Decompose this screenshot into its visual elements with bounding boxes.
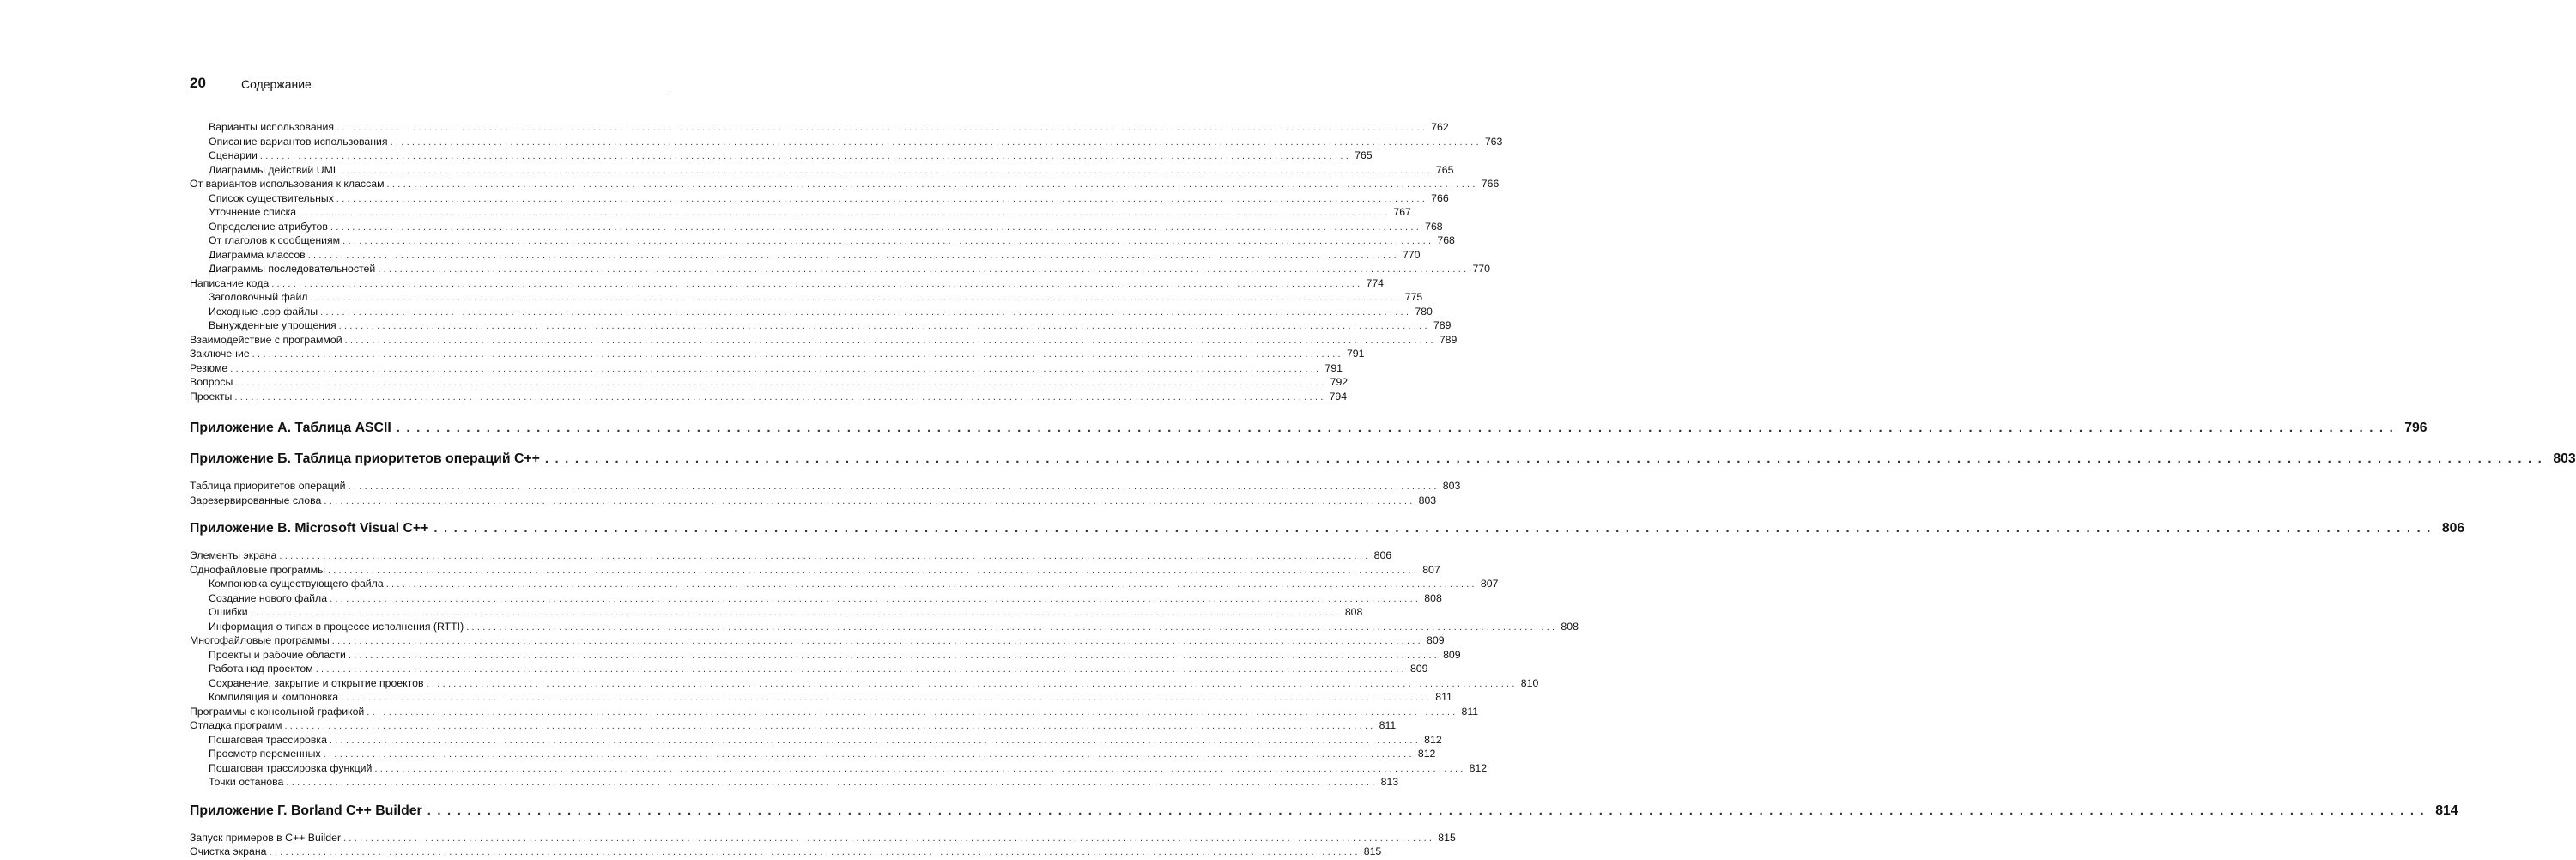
toc-subentry	[190, 747, 1436, 761]
toc-page-number: 789	[1433, 319, 1452, 331]
dot-leader: ........................................................................................................................................................................................................	[259, 151, 1352, 161]
dot-leader: ........................................................................................................................................................................................................	[252, 349, 1343, 360]
dot-leader: ........................................................................................................................................................................................................	[341, 693, 1433, 703]
dot-leader: ........................................................................................................................................................................................................	[343, 833, 1435, 844]
toc-label: Компиляция и компоновка	[209, 691, 339, 703]
toc-subentry	[190, 775, 1399, 790]
toc-subentry	[190, 205, 1411, 220]
toc-label: Взаимодействие с программой	[190, 333, 342, 346]
toc-label: Сохранение, закрытие и открытие проектов	[209, 676, 424, 689]
toc-label: Многофайловые программы	[190, 634, 330, 646]
toc-page-number: 796	[2404, 421, 2428, 435]
dot-leader: ........................................................................................................................................................................................................	[338, 321, 1430, 331]
toc-appendix-heading	[190, 450, 2576, 469]
toc-page-number: 803	[1442, 480, 1461, 492]
toc-page-number: 806	[2441, 521, 2465, 536]
toc-label: Элементы экрана	[190, 549, 277, 561]
toc-page-number: 811	[1379, 719, 1397, 731]
dot-leader: ........................................................................................................................................................................................................	[330, 221, 1422, 233]
toc-label: Варианты использования	[209, 121, 334, 133]
dot-leader: ........................................................................................................................................................................................................	[348, 650, 1440, 661]
toc-page-number: 803	[1418, 494, 1437, 506]
dot-leader: ........................................................................................................................................................................................................	[279, 551, 1371, 561]
toc-section	[190, 347, 1365, 361]
dot-leader: ........................................................................................................................................................................................................	[269, 847, 1361, 857]
toc-label: Сценарии	[209, 149, 258, 161]
dot-leader: ........................................................................................................................................................................................................	[342, 236, 1434, 246]
dot-leader: ........................................................................................................................................................................................................	[390, 136, 1482, 148]
toc-subentry	[190, 290, 1423, 305]
toc-label: Просмотр переменных	[209, 748, 321, 760]
toc-subentry	[190, 191, 1449, 206]
toc-label: Точки останова	[209, 776, 284, 788]
dot-leader: ........................................................................................................................................................................................................	[386, 179, 1478, 190]
toc-section	[190, 705, 1479, 719]
dot-leader: ........................................................................................................................................................................................................	[433, 521, 2437, 536]
toc-label: От вариантов использования к классам	[190, 178, 385, 190]
toc-page-number: 792	[1330, 376, 1349, 388]
toc-label: Компоновка существующего файла	[209, 578, 384, 590]
dot-leader: ........................................................................................................................................................................................................	[374, 763, 1466, 774]
toc-page-number: 770	[1472, 263, 1490, 275]
toc-page-number: 806	[1373, 549, 1392, 561]
running-header	[190, 75, 667, 92]
toc-label: Программы с консольной графикой	[190, 705, 365, 718]
toc-section	[190, 548, 1392, 563]
toc-label: Диаграммы действий UML	[209, 163, 339, 176]
toc-subentry	[190, 577, 1499, 591]
toc-page-number: 811	[1435, 691, 1452, 703]
dot-leader: ........................................................................................................................................................................................................	[234, 391, 1326, 403]
toc-subentry	[190, 318, 1452, 333]
toc-page-number: 794	[1329, 390, 1348, 403]
toc-label: Приложение Г. Borland C++ Builder	[190, 802, 422, 818]
dot-leader: ........................................................................................................................................................................................................	[307, 250, 1399, 261]
dot-leader: ........................................................................................................................................................................................................	[331, 636, 1424, 646]
toc-label: Написание кода	[190, 276, 270, 289]
toc-label: Диаграммы последовательностей	[209, 263, 376, 275]
dot-leader: ........................................................................................................................................................................................................	[235, 378, 1327, 388]
toc-page-number: 808	[1561, 620, 1579, 633]
dot-leader: ........................................................................................................................................................................................................	[271, 278, 1363, 289]
toc-label: Информация о типах в процессе исполнения (RTTI)	[209, 620, 464, 633]
toc-page-number: 770	[1402, 248, 1421, 261]
toc-label: Диаграмма классов	[209, 248, 306, 261]
toc-label: Однофайловые программы	[190, 563, 325, 576]
toc-section	[190, 845, 1382, 859]
dot-leader: ........................................................................................................................................................................................................	[315, 664, 1407, 675]
toc-page-number: 762	[1431, 121, 1449, 133]
toc-page-number: 768	[1437, 234, 1455, 246]
toc-section	[190, 479, 1461, 494]
toc-subentry	[190, 761, 1488, 776]
toc-page-number: 808	[1344, 606, 1363, 618]
dot-leader: ........................................................................................................................................................................................................	[250, 608, 1342, 618]
toc-label: Резюме	[190, 361, 228, 374]
toc-section	[190, 494, 1437, 508]
toc-subentry	[190, 248, 1421, 263]
dot-leader: ........................................................................................................................................................................................................	[378, 264, 1470, 275]
dot-leader: ........................................................................................................................................................................................................	[299, 208, 1391, 218]
dot-leader: ........................................................................................................................................................................................................	[427, 802, 2431, 818]
page-number: 20	[190, 75, 206, 91]
toc-label: Определение атрибутов	[209, 220, 328, 233]
toc-section	[190, 831, 1456, 845]
toc-subentry	[190, 690, 1452, 705]
dot-leader: ........................................................................................................................................................................................................	[426, 678, 1518, 689]
toc-page-number: 809	[1443, 648, 1461, 661]
dot-leader: ........................................................................................................................................................................................................	[396, 421, 2400, 435]
toc-page-number: 815	[1363, 845, 1382, 857]
toc-page-number: 765	[1435, 163, 1454, 176]
toc-label: Пошаговая трассировка	[209, 733, 327, 746]
toc-page-number: 812	[1469, 761, 1488, 774]
toc-label: Уточнение списка	[209, 206, 297, 218]
toc-label: Вопросы	[190, 376, 233, 388]
toc-subentry	[190, 233, 1455, 248]
dot-leader: ........................................................................................................................................................................................................	[466, 621, 1558, 633]
dot-leader: ........................................................................................................................................................................................................	[341, 165, 1433, 176]
toc-page-number: 807	[1422, 563, 1440, 576]
dot-leader: ........................................................................................................................................................................................................	[544, 451, 2549, 466]
toc-label: Список существительных	[209, 191, 334, 204]
toc-page-number: 766	[1431, 191, 1449, 204]
toc-label: Приложение А. Таблица ASCII	[190, 421, 391, 435]
toc-page-number: 807	[1480, 578, 1499, 590]
toc-page-number: 811	[1461, 705, 1479, 718]
toc-subentry	[190, 262, 1490, 276]
toc-subentry	[190, 305, 1433, 319]
dot-leader: ........................................................................................................................................................................................................	[336, 193, 1428, 204]
toc-page-number: 815	[1438, 831, 1456, 844]
toc-label: Зарезервированные слова	[190, 494, 322, 506]
toc-subentry	[190, 620, 1579, 634]
dot-leader: ........................................................................................................................................................................................................	[348, 481, 1440, 492]
dot-leader: ........................................................................................................................................................................................................	[284, 721, 1376, 731]
toc-label: Заключение	[190, 348, 250, 360]
toc-subentry	[190, 662, 1428, 676]
toc-page-number: 809	[1409, 663, 1428, 675]
toc-label: Отладка программ	[190, 719, 282, 731]
toc-page-number: 813	[1380, 776, 1399, 788]
toc-label: Описание вариантов использования	[209, 135, 388, 148]
toc-page-number: 808	[1424, 591, 1442, 604]
toc-label: Заголовочный файл	[209, 291, 308, 303]
toc-subentry	[190, 120, 1449, 135]
toc-label: От глаголов к сообщениям	[209, 234, 341, 246]
toc-subentry	[190, 135, 1503, 149]
toc-label: Запуск примеров в C++ Builder	[190, 831, 342, 844]
toc-section	[190, 333, 1458, 348]
toc-section	[190, 563, 1440, 578]
toc-appendix-heading	[190, 519, 2465, 538]
toc-page-number: 803	[2553, 451, 2576, 466]
toc-page-number: 766	[1481, 178, 1500, 190]
dot-leader: ........................................................................................................................................................................................................	[336, 123, 1428, 133]
dot-leader: ........................................................................................................................................................................................................	[320, 306, 1412, 318]
dot-leader: ........................................................................................................................................................................................................	[323, 749, 1415, 760]
toc-page-number: 765	[1355, 149, 1373, 161]
toc-page-number: 775	[1404, 291, 1423, 303]
toc-page-number: 809	[1427, 634, 1445, 646]
toc-section	[190, 633, 1445, 648]
dot-leader: ........................................................................................................................................................................................................	[344, 335, 1436, 346]
toc-label: Работа над проектом	[209, 663, 313, 675]
toc-label: Проекты	[190, 390, 233, 403]
toc-section	[190, 718, 1397, 733]
toc-subentry	[190, 163, 1454, 178]
dot-leader: ........................................................................................................................................................................................................	[385, 579, 1477, 590]
dot-leader: ........................................................................................................................................................................................................	[230, 363, 1322, 374]
toc-label: Создание нового файла	[209, 591, 328, 604]
dot-leader: ........................................................................................................................................................................................................	[310, 293, 1402, 303]
toc-page-number: 780	[1415, 305, 1433, 318]
dot-leader: ........................................................................................................................................................................................................	[324, 495, 1415, 506]
toc-page-number: 789	[1439, 333, 1458, 346]
toc-subentry	[190, 220, 1443, 234]
toc-section	[190, 390, 1348, 404]
dot-leader: ........................................................................................................................................................................................................	[329, 735, 1421, 746]
toc-page-number: 810	[1520, 676, 1539, 689]
toc-label: Вынужденные упрощения	[209, 319, 336, 331]
toc-appendix-heading	[190, 802, 2458, 821]
toc-page-number: 768	[1425, 220, 1443, 233]
toc-page-number: 814	[2435, 802, 2458, 818]
dot-leader: ........................................................................................................................................................................................................	[367, 706, 1458, 718]
toc-section	[190, 361, 1343, 376]
dot-leader: ........................................................................................................................................................................................................	[330, 593, 1421, 604]
toc-page-number: 791	[1324, 361, 1343, 374]
toc-subentry	[190, 591, 1442, 606]
toc-appendix-heading	[190, 419, 2428, 438]
toc-label: Исходные .cpp файлы	[209, 305, 318, 318]
toc-subentry	[190, 605, 1363, 620]
toc-page-number: 767	[1393, 206, 1411, 218]
toc-label: Таблица приоритетов операций	[190, 480, 346, 492]
toc-label: Очистка экрана	[190, 845, 267, 857]
toc-page-number: 812	[1417, 748, 1436, 760]
running-title: Содержание	[241, 77, 312, 91]
toc-subentry	[190, 148, 1373, 163]
toc-page-number: 763	[1484, 135, 1503, 148]
toc-section	[190, 375, 1349, 390]
dot-leader: ........................................................................................................................................................................................................	[327, 565, 1420, 576]
toc-subentry	[190, 733, 1442, 748]
toc-label: Приложение Б. Таблица приоритетов операций C++	[190, 451, 540, 466]
toc-page-number: 812	[1424, 733, 1442, 746]
toc-label: Проекты и рабочие области	[209, 648, 346, 661]
toc-page-number: 774	[1366, 276, 1385, 289]
toc-section	[190, 177, 1500, 191]
dot-leader: ........................................................................................................................................................................................................	[286, 778, 1378, 788]
toc-subentry	[190, 676, 1539, 691]
toc-page-number: 791	[1346, 348, 1365, 360]
table-of-contents	[190, 120, 2576, 859]
toc-section	[190, 276, 1385, 291]
toc-subentry	[190, 648, 1461, 663]
toc-label: Приложение В. Microsoft Visual C++	[190, 521, 429, 536]
toc-label: Ошибки	[209, 606, 248, 618]
toc-label: Пошаговая трассировка функций	[209, 761, 373, 774]
